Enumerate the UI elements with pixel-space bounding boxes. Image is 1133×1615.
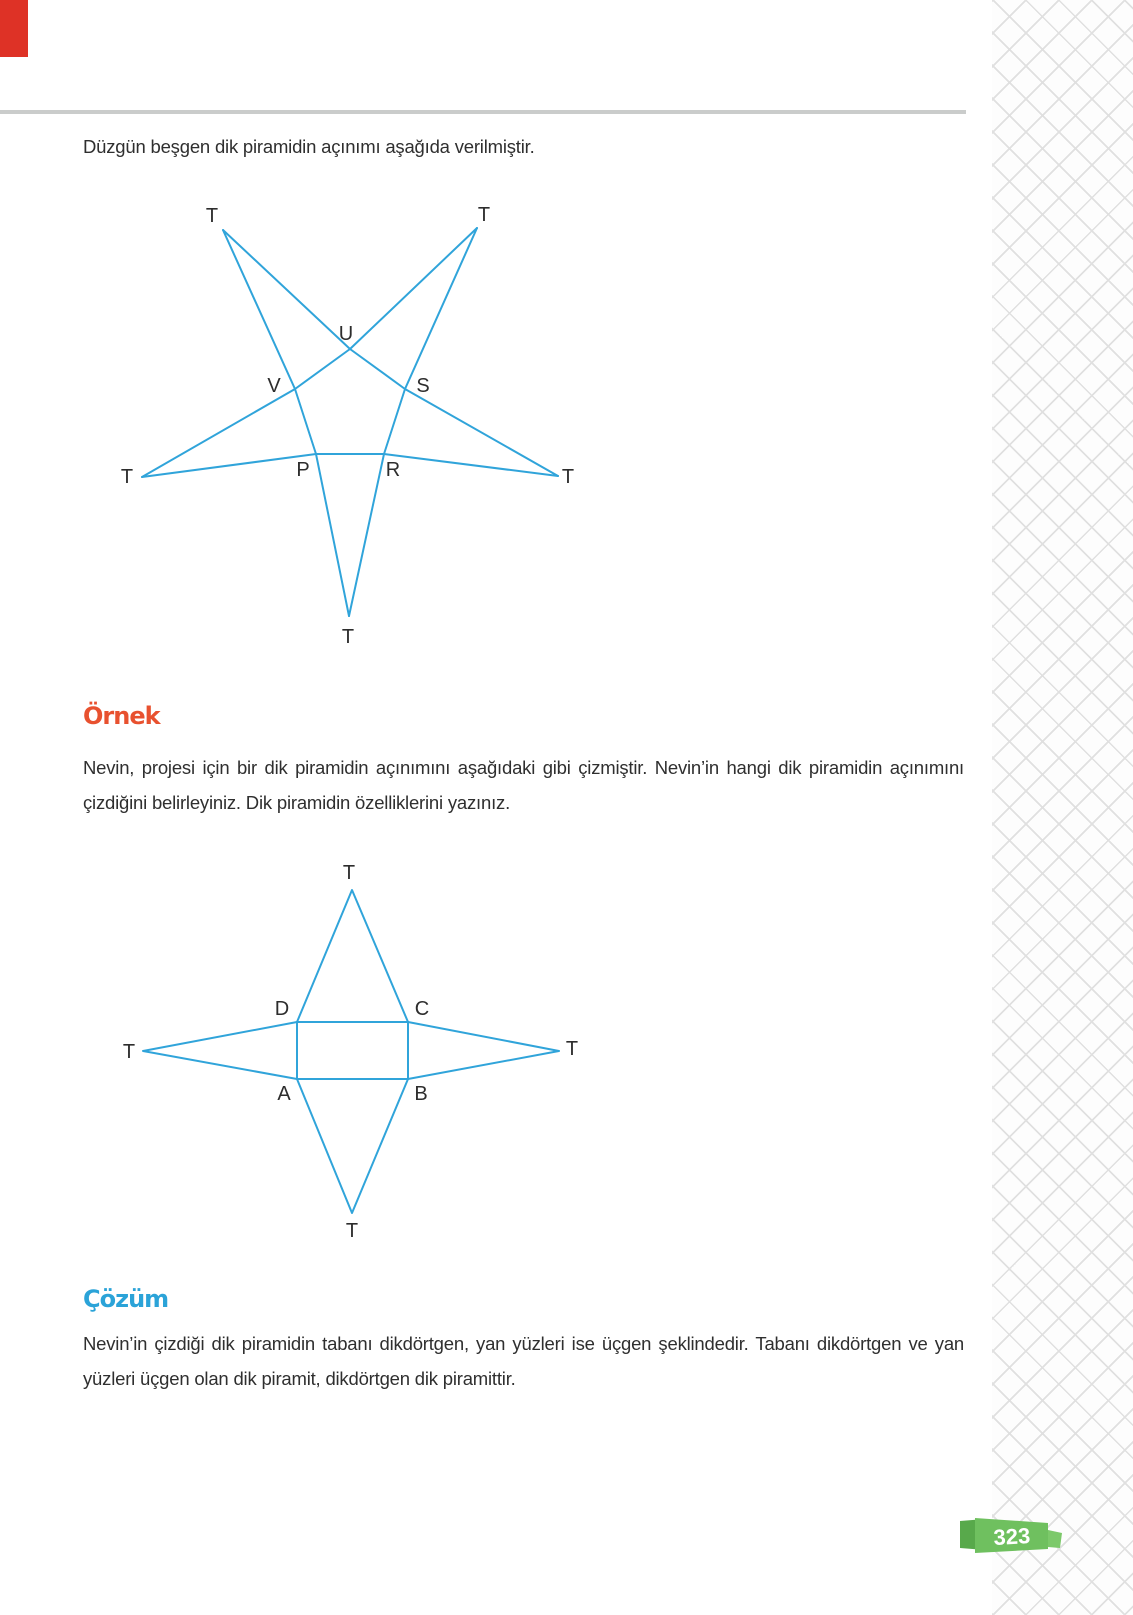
net-edge: [143, 1022, 297, 1079]
fig2-apex-label-bottom: T: [345, 1220, 359, 1242]
fig2-apex-label-left: T: [122, 1041, 136, 1063]
page-badge-ribbon: [958, 1513, 1064, 1557]
fig2-apex-label-right: T: [565, 1038, 579, 1060]
rectangular-net-figure: [123, 862, 578, 1242]
fig2-base-label-a: A: [277, 1083, 291, 1105]
net-edge: [297, 890, 408, 1022]
net-edge: [408, 1022, 559, 1079]
net-edge: [349, 228, 477, 616]
net-edge: [142, 454, 558, 477]
fig2-base-label-b: B: [414, 1083, 428, 1105]
net-edge: [223, 230, 558, 476]
fig2-base-label-c: C: [414, 998, 430, 1020]
page-number: 323: [992, 1523, 1031, 1550]
page-number-badge: [958, 1513, 1064, 1557]
fig1-base-label-p: P: [296, 459, 310, 481]
net-edge: [142, 228, 477, 477]
fig1-base-label-u: U: [338, 323, 354, 345]
intro-text: Düzgün beşgen dik piramidin açınımı aşağıda verilmiştir.: [83, 136, 535, 157]
fig1-base-label-r: R: [385, 459, 401, 481]
fig1-apex-label-right: T: [561, 466, 575, 488]
example-body-text: Nevin, projesi için bir dik piramidin açınımını aşağıdaki gibi çizmiştir. Nevin’in hangi dik piramidin açınımını çizdiğini belirleyiniz. Dik piramidin özelliklerini yazınız.: [83, 757, 964, 813]
solution-heading: Çözüm: [83, 1285, 169, 1313]
solution-body-text: Nevin’in çizdiği dik piramidin tabanı dikdörtgen, yan yüzleri ise üçgen şeklindedir. Tabanı dikdörtgen ve yan yüzleri üçgen olan dik piramit, dikdörtgen dik piramittir.: [83, 1333, 964, 1389]
badge-right-tip: [1048, 1530, 1062, 1548]
fig1-base-label-v: V: [267, 375, 281, 397]
fig1-apex-label-bottom: T: [341, 626, 355, 648]
fig1-base-label-s: S: [416, 375, 430, 397]
fig2-base-label-d: D: [274, 998, 290, 1020]
net-base-rectangle: [297, 1022, 408, 1079]
pentagonal-net-figure: [121, 204, 574, 648]
net-edge: [297, 1079, 408, 1213]
fig1-apex-label-top-left: T: [205, 205, 219, 227]
fig1-apex-label-top-right: T: [477, 204, 491, 226]
fig1-apex-label-left: T: [120, 466, 134, 488]
fig2-apex-label-top: T: [342, 862, 356, 884]
example-heading: Örnek: [83, 702, 160, 730]
